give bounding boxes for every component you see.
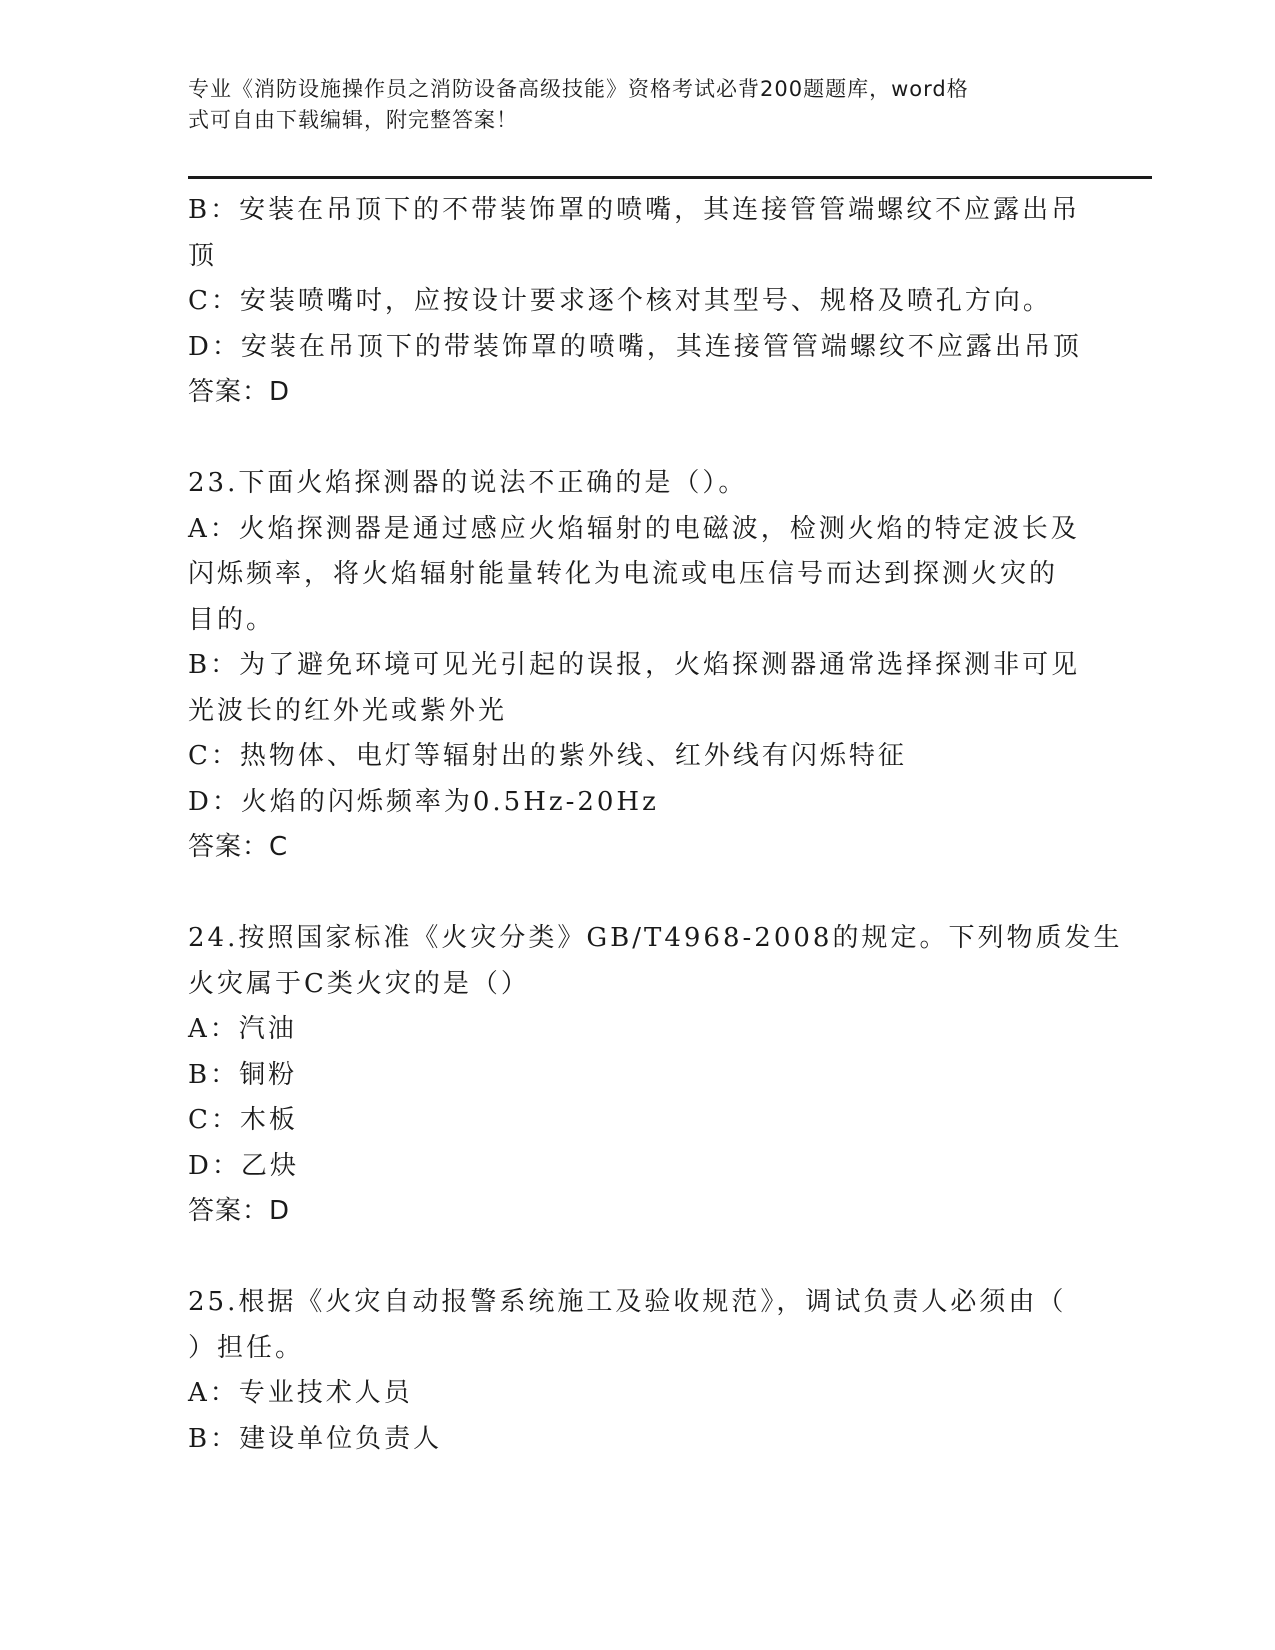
question-stem-continued: ）担任。 [188, 1332, 305, 1363]
option-c: C：木板 [188, 1105, 298, 1135]
answer: 答案：D [188, 1196, 291, 1226]
option-b: B：建设单位负责人 [188, 1423, 443, 1454]
option-a: A：火焰探测器是通过感应火焰辐射的电磁波，检测火焰的特定波长及 [188, 513, 1080, 544]
question-stem: 24.按照国家标准《火灾分类》GB/T4968-2008的规定。下列物质发生 [188, 923, 1123, 953]
question-25 [188, 1280, 1088, 1462]
answer: 答案：D [188, 377, 291, 407]
question-22 [188, 188, 1088, 416]
option-d: D：乙炔 [188, 1150, 299, 1181]
option-b: B：安装在吊顶下的不带装饰罩的喷嘴，其连接管管端螺纹不应露出吊 [188, 195, 1081, 225]
answer: 答案：C [188, 832, 289, 862]
option-b: B：铜粉 [188, 1059, 298, 1090]
option-d: D：安装在吊顶下的带装饰罩的喷嘴，其连接管管端螺纹不应露出吊顶 [188, 331, 1082, 362]
option-c: C：安装喷嘴吋，应按设计要求逐个核对其型号、规格及喷孔方向。 [188, 286, 1052, 316]
question-24 [188, 916, 1123, 1235]
option-a: A：汽油 [188, 1014, 297, 1044]
header-title-line-2: 式可自由下载编辑，附完整答案！ [188, 108, 518, 132]
spacer [188, 1235, 1088, 1281]
option-a-continued: 闪烁频率，将火焰辐射能量转化为电流或电压信号而达到探测火灾的 [188, 559, 1059, 589]
document-header [188, 74, 1068, 136]
spacer [188, 416, 1088, 462]
question-stem-continued: 火灾属于C类火灾的是（） [188, 968, 530, 999]
option-a: A：专业技术人员 [188, 1378, 413, 1408]
option-b-continued: 光波长的红外光或紫外光 [188, 695, 508, 726]
question-stem: 25.根据《火灾自动报警系统施工及验收规范》，调试负责人必须由（ [188, 1287, 1067, 1317]
option-c: C：热物体、电灯等辐射出的紫外线、红外线有闪烁特征 [188, 741, 907, 771]
option-b: B：为了避免环境可见光引起的误报，火焰探测器通常选择探测非可见 [188, 650, 1081, 680]
option-b-continued: 顶 [188, 240, 218, 271]
question-stem: 23.下面火焰探测器的说法不正确的是（）。 [188, 468, 748, 498]
header-title-line-1: 专业《消防设施操作员之消防设备高级技能》资格考试必背200题题库，word格 [188, 77, 969, 101]
spacer [188, 871, 1088, 917]
question-23 [188, 461, 1088, 871]
option-a-continued: 目的。 [188, 604, 276, 635]
header-divider [188, 176, 1152, 179]
option-d: D：火焰的闪烁频率为0.5Hz-20Hz [188, 786, 659, 817]
question-list [188, 188, 1123, 1462]
